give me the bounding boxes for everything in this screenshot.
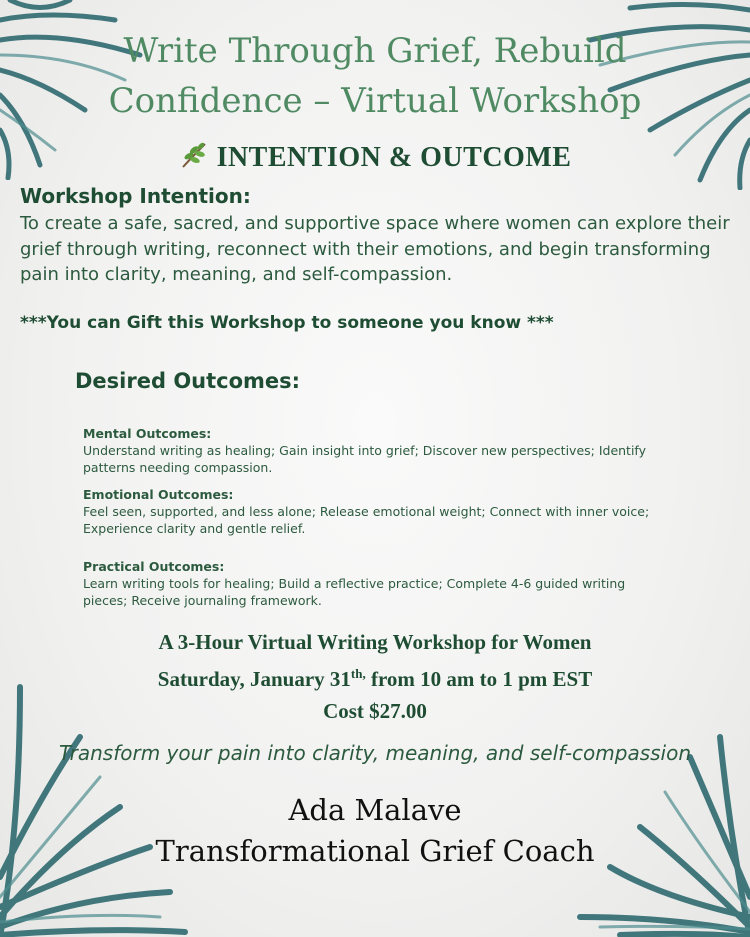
title-line-2: Confidence – Virtual Workshop [108, 81, 642, 121]
event-date-suffix: th, [350, 666, 366, 681]
outcome-text: Feel seen, supported, and less alone; Release emotional weight; Connect with inner voice; Experience clarity and gentle relief. [83, 504, 650, 536]
outcome-label: Emotional Outcomes: [83, 487, 234, 502]
outcome-label: Mental Outcomes: [83, 426, 212, 441]
section-heading [0, 140, 750, 174]
intention-body: To create a safe, sacred, and supportive space where women can explore their grief through writing, reconnect with their emotions, and begin transforming pain into clarity, meaning, and self-compassion. [20, 213, 730, 285]
section-heading-text: INTENTION & OUTCOME [216, 142, 572, 173]
tagline: Transform your pain into clarity, meaning, and self-compassion [58, 741, 692, 765]
coach-title: Transformational Grief Coach [155, 834, 595, 868]
outcome-label: Practical Outcomes: [83, 559, 225, 574]
outcome-mental [83, 425, 668, 476]
intention-label: Workshop Intention: [20, 184, 251, 208]
coach-name: Ada Malave [288, 793, 462, 827]
event-description: A 3-Hour Virtual Writing Workshop for Women [158, 630, 592, 654]
outcome-text: Understand writing as healing; Gain insight into grief; Discover new perspectives; Identify patterns needing compassion. [83, 443, 647, 475]
outcome-text: Learn writing tools for healing; Build a reflective practice; Complete 4-6 guided writing pieces; Receive journaling framework. [83, 576, 626, 608]
event-details [0, 626, 750, 727]
event-cost: Cost $27.00 [323, 699, 427, 723]
event-date-time: from 10 am to 1 pm EST [365, 667, 593, 691]
event-date [0, 658, 750, 695]
event-date-prefix: Saturday, January 31 [157, 667, 351, 691]
gift-note: ***You can Gift this Workshop to someone you know *** [20, 313, 554, 333]
desired-outcomes-heading: Desired Outcomes: [75, 369, 301, 393]
outcome-emotional [83, 486, 668, 537]
outcome-practical [83, 558, 668, 609]
workshop-title [0, 26, 750, 126]
sprig-icon [179, 140, 209, 170]
title-line-1: Write Through Grief, Rebuild [123, 31, 627, 71]
